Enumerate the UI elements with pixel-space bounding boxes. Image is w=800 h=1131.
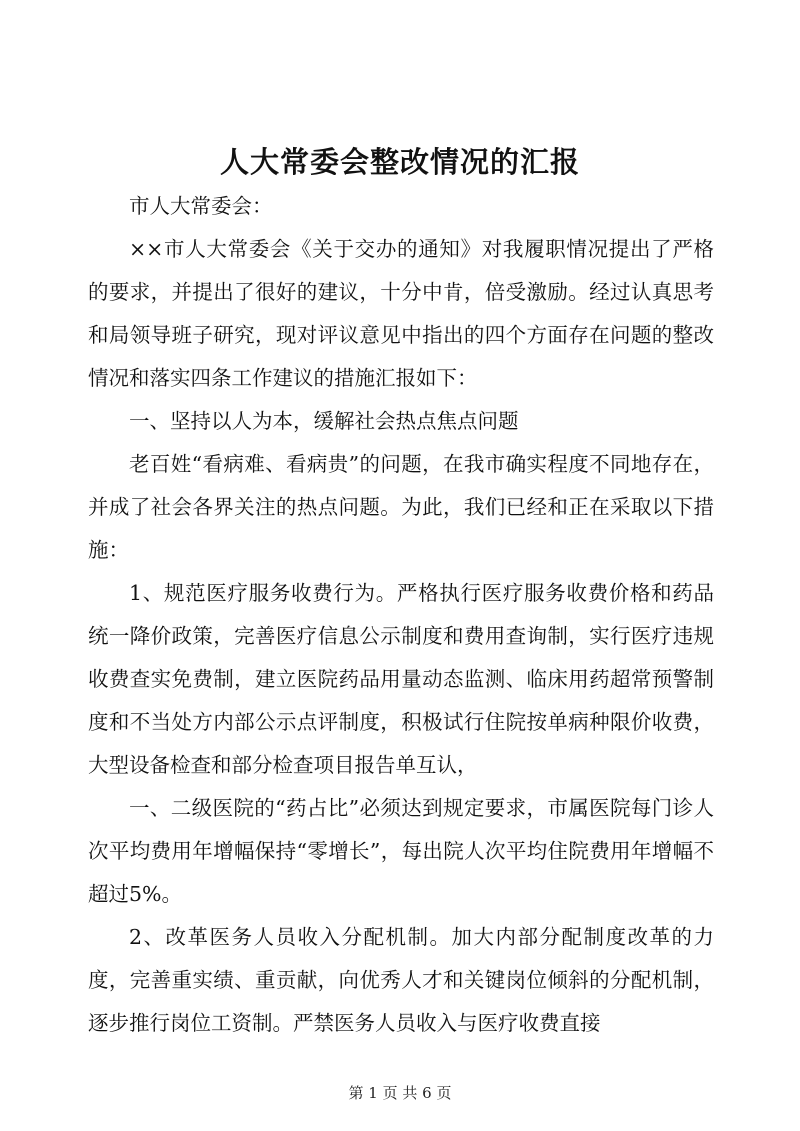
body-paragraph: 老百姓“看病难、看病贵”的问题，在我市确实程度不同地存在，并成了社会各界关注的热点问题。为此，我们已经和正在采取以下措施： [88, 452, 714, 562]
page-footer: 第 1 页 共 6 页 [348, 1084, 452, 1102]
body-paragraph: 1、规范医疗服务收费行为。严格执行医疗服务收费价格和药品统一降价政策，完善医疗信息公示制度和费用查询制，实行医疗违规收费查实免费制，建立医院药品用量动态监测、临床用药超常预警制度和不当处方内部公示点评制度，积极试行住院按单病种限价收费，大型设备检查和部分检查项目报告单互认， [88, 581, 714, 777]
body-paragraph: 2、改革医务人员收入分配机制。加大内部分配制度改革的力度，完善重实绩、重贡献，向优秀人才和关键岗位倾斜的分配机制，逐步推行岗位工资制。严禁医务人员收入与医疗收费直接 [88, 925, 714, 1035]
document-title: 人大常委会整改情况的汇报 [219, 145, 580, 179]
document-body [88, 185, 714, 1045]
body-paragraph: 一、二级医院的“药占比”必须达到规定要求，市属医院每门诊人次平均费用年增幅保持“零增长”，每出院人次平均住院费用年增幅不超过5%。 [88, 796, 714, 906]
intro-paragraph: ××市人大常委会《关于交办的通知》对我履职情况提出了严格的要求，并提出了很好的建议，十分中肯，倍受激励。经过认真思考和局领导班子研究，现对评议意见中指出的四个方面存在问题的整改情况和落实四条工作建议的措施汇报如下： [88, 237, 714, 390]
salutation-paragraph: 市人大常委会： [129, 194, 273, 218]
section-heading: 一、坚持以人为本，缓解社会热点焦点问题 [129, 409, 519, 433]
